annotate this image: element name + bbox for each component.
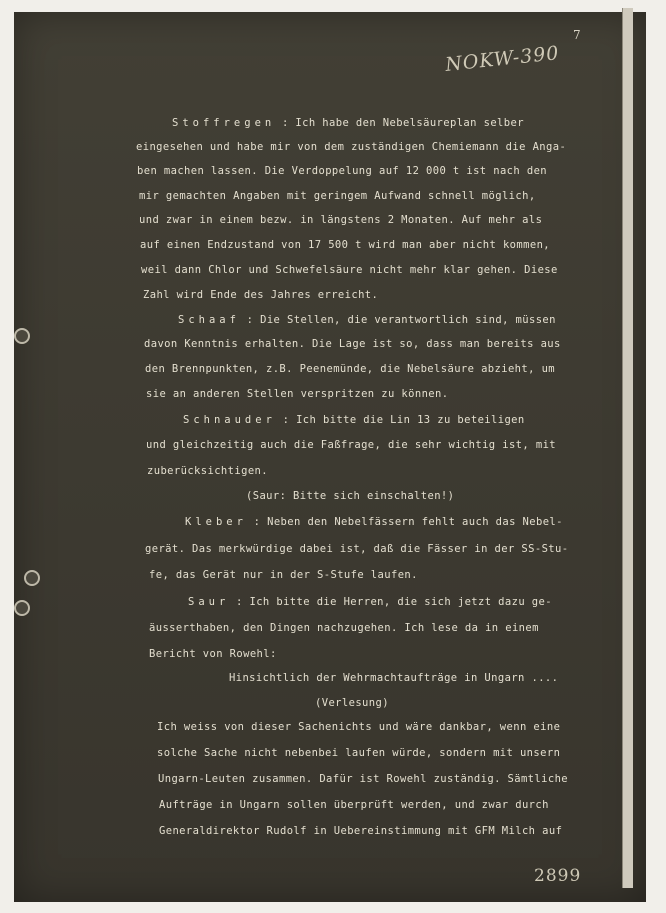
text-line: Generaldirektor Rudolf in Uebereinstimmung mit GFM Milch auf — [159, 825, 563, 837]
text-line: (Saur: Bitte sich einschalten!) — [246, 490, 455, 502]
text-line: solche Sache nicht nebenbei laufen würde, sondern mit unsern — [157, 747, 561, 759]
text-line: und zwar in einem bezw. in längstens 2 Monaten. Auf mehr als — [139, 214, 543, 226]
text-line: Bericht von Rowehl: — [149, 648, 277, 660]
text-line: Kleber : Neben den Nebelfässern fehlt auch das Nebel- — [185, 516, 563, 528]
speaker-name: Schaaf — [178, 314, 240, 326]
speaker-name: Stoffregen — [172, 117, 276, 129]
text-line: Saur : Ich bitte die Herren, die sich jetzt dazu ge- — [188, 596, 552, 608]
text-line: zuberücksichtigen. — [147, 465, 268, 477]
page-edge-strip — [622, 8, 633, 888]
text-line: gerät. Das merkwürdige dabei ist, daß die Fässer in der SS-Stu- — [145, 543, 569, 555]
text-line: (Verlesung) — [315, 697, 389, 709]
text-line: den Brennpunkten, z.B. Peenemünde, die Nebelsäure abzieht, um — [145, 363, 556, 375]
stamp-number: 2899 — [534, 866, 582, 886]
text-line: Ich weiss von dieser Sachenichts und wäre dankbar, wenn eine — [157, 721, 561, 733]
text-line: davon Kenntnis erhalten. Die Lage ist so, dass man bereits aus — [144, 338, 561, 350]
page-number: 7 — [573, 28, 581, 42]
text-line: äusserthaben, den Dingen nachzugehen. Ich lese da in einem — [149, 622, 539, 634]
text-line: mir gemachten Angaben mit geringem Aufwand schnell möglich, — [139, 190, 536, 202]
text-line: und gleichzeitig auch die Faßfrage, die sehr wichtig ist, mit — [146, 439, 557, 451]
text-line: eingesehen und habe mir von dem zuständigen Chemiemann die Anga- — [136, 141, 567, 153]
punch-hole-icon — [24, 570, 40, 586]
text-line: sie an anderen Stellen verspritzen zu können. — [146, 388, 449, 400]
text-line: auf einen Endzustand von 17 500 t wird man aber nicht kommen, — [140, 239, 551, 251]
text-line: Ungarn-Leuten zusammen. Dafür ist Rowehl zuständig. Sämtliche — [158, 773, 569, 785]
text-line: weil dann Chlor und Schwefelsäure nicht mehr klar gehen. Diese — [141, 264, 558, 276]
text-line: Stoffregen : Ich habe den Nebelsäureplan selber — [172, 117, 524, 129]
text-line: ben machen lassen. Die Verdoppelung auf 12 000 t ist nach den — [137, 165, 548, 177]
speaker-name: Saur — [188, 596, 230, 608]
archive-mark: NOKW-390 — [444, 42, 561, 76]
punch-hole-icon — [14, 328, 30, 344]
punch-hole-icon — [14, 600, 30, 616]
text-line: Hinsichtlich der Wehrmachtaufträge in Ungarn .... — [229, 672, 559, 684]
speaker-name: Kleber — [185, 516, 247, 528]
speaker-name: Schnauder — [183, 414, 276, 426]
text-line: Zahl wird Ende des Jahres erreicht. — [143, 289, 379, 301]
text-line: Schaaf : Die Stellen, die verantwortlich sind, müssen — [178, 314, 556, 326]
text-line: Aufträge in Ungarn sollen überprüft werden, und zwar durch — [159, 799, 549, 811]
text-line: Schnauder : Ich bitte die Lin 13 zu beteiligen — [183, 414, 525, 426]
text-line: fe, das Gerät nur in der S-Stufe laufen. — [149, 569, 418, 581]
